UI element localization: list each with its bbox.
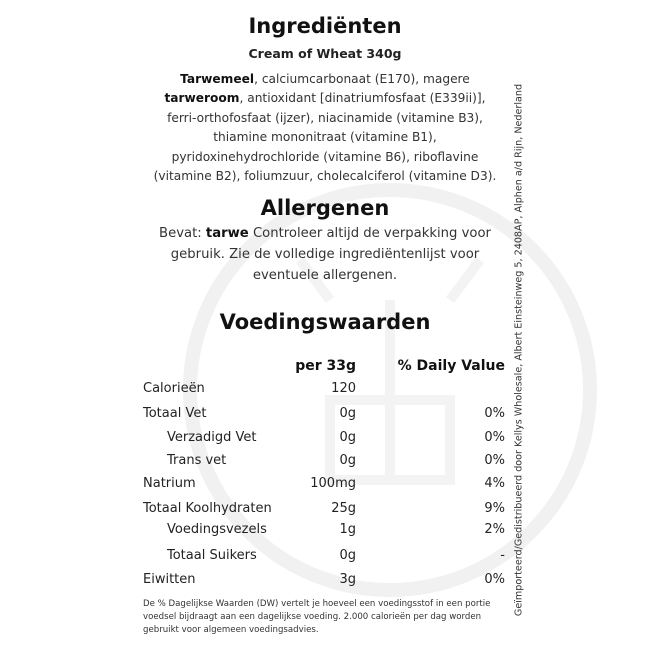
per-serving-header: per 33g: [295, 358, 356, 374]
allergens-text: [155, 223, 495, 286]
nutrition-title: Voedingswaarden: [219, 310, 431, 334]
nutrient-label: Natrium: [143, 476, 196, 491]
nutrient-label: Totaal Vet: [143, 406, 207, 421]
nutrient-daily-value: 0%: [484, 453, 505, 468]
ingredients-text: [150, 70, 500, 186]
nutrient-daily-value: 0%: [484, 430, 505, 445]
nutrient-label: Totaal Suikers: [167, 548, 257, 563]
allergens-title: Allergenen: [260, 196, 390, 220]
importer-text: Geïmporteerd/Gedistribueerd door Kellys Wholesale, Albert Einsteinweg 5, 2408AP, Alphen a/d Rijn, Nederland: [513, 83, 525, 617]
ingredient-highlight: tarweroom: [164, 91, 240, 106]
nutrient-daily-value: 4%: [484, 476, 505, 491]
nutrient-daily-value: 2%: [484, 522, 505, 537]
nutrient-label: Voedingsvezels: [167, 522, 267, 537]
nutrient-value: 25g: [331, 501, 356, 516]
nutrient-value: 0g: [339, 548, 356, 563]
ingredient-text: , antioxidant [dinatriumfosfaat (E339ii)], ferri-orthofosfaat (ijzer), niacinamide (vitamine B3), thiamine mononitraat (vitamine B1), pyridoxinehydrochloride (vitamine B6), riboflavine (vitamine B2), foliumzuur, cholecalciferol (vitamine D3).: [153, 91, 497, 184]
nutrient-daily-value: 0%: [484, 406, 505, 421]
nutrient-value: 1g: [339, 522, 356, 537]
allergen-highlight: tarwe: [205, 226, 249, 241]
footnote: De % Dagelijkse Waarden (DW) vertelt je hoeveel een voedingsstof in een portie voedsel bijdraagt aan een dagelijkse voeding. 2.000 calorieën per dag worden gebruikt voor algemeen voedingsadvies.: [143, 599, 491, 635]
ingredient-highlight: Tarwemeel: [180, 72, 255, 86]
nutrient-label: Verzadigd Vet: [167, 430, 257, 445]
nutrient-label: Trans vet: [167, 453, 227, 468]
ingredient-text: , calciumcarbonaat (E170), magere: [254, 72, 470, 86]
nutrient-label: Calorieën: [143, 381, 205, 396]
allergens-prefix: Bevat:: [159, 226, 206, 241]
nutrient-value: 0g: [339, 406, 356, 421]
daily-value-header: % Daily Value: [397, 358, 505, 374]
product-name: Cream of Wheat 340g: [248, 46, 402, 61]
nutrient-daily-value: 9%: [484, 501, 505, 516]
nutrient-label: Totaal Koolhydraten: [143, 501, 272, 516]
nutrient-value: 100mg: [310, 476, 356, 491]
nutrient-label: Eiwitten: [143, 572, 196, 587]
nutrient-value: 0g: [339, 453, 356, 468]
nutrient-value: 3g: [339, 572, 356, 587]
nutrient-value: 120: [331, 381, 356, 396]
nutrient-value: 0g: [339, 430, 356, 445]
ingredients-title: Ingrediënten: [248, 14, 402, 38]
allergens-note: Controleer altijd de verpakking voor gebruik. Zie de volledige ingrediëntenlijst voor eventuele allergenen.: [170, 226, 491, 283]
nutrient-daily-value: -: [500, 548, 505, 563]
nutrient-daily-value: 0%: [484, 572, 505, 587]
